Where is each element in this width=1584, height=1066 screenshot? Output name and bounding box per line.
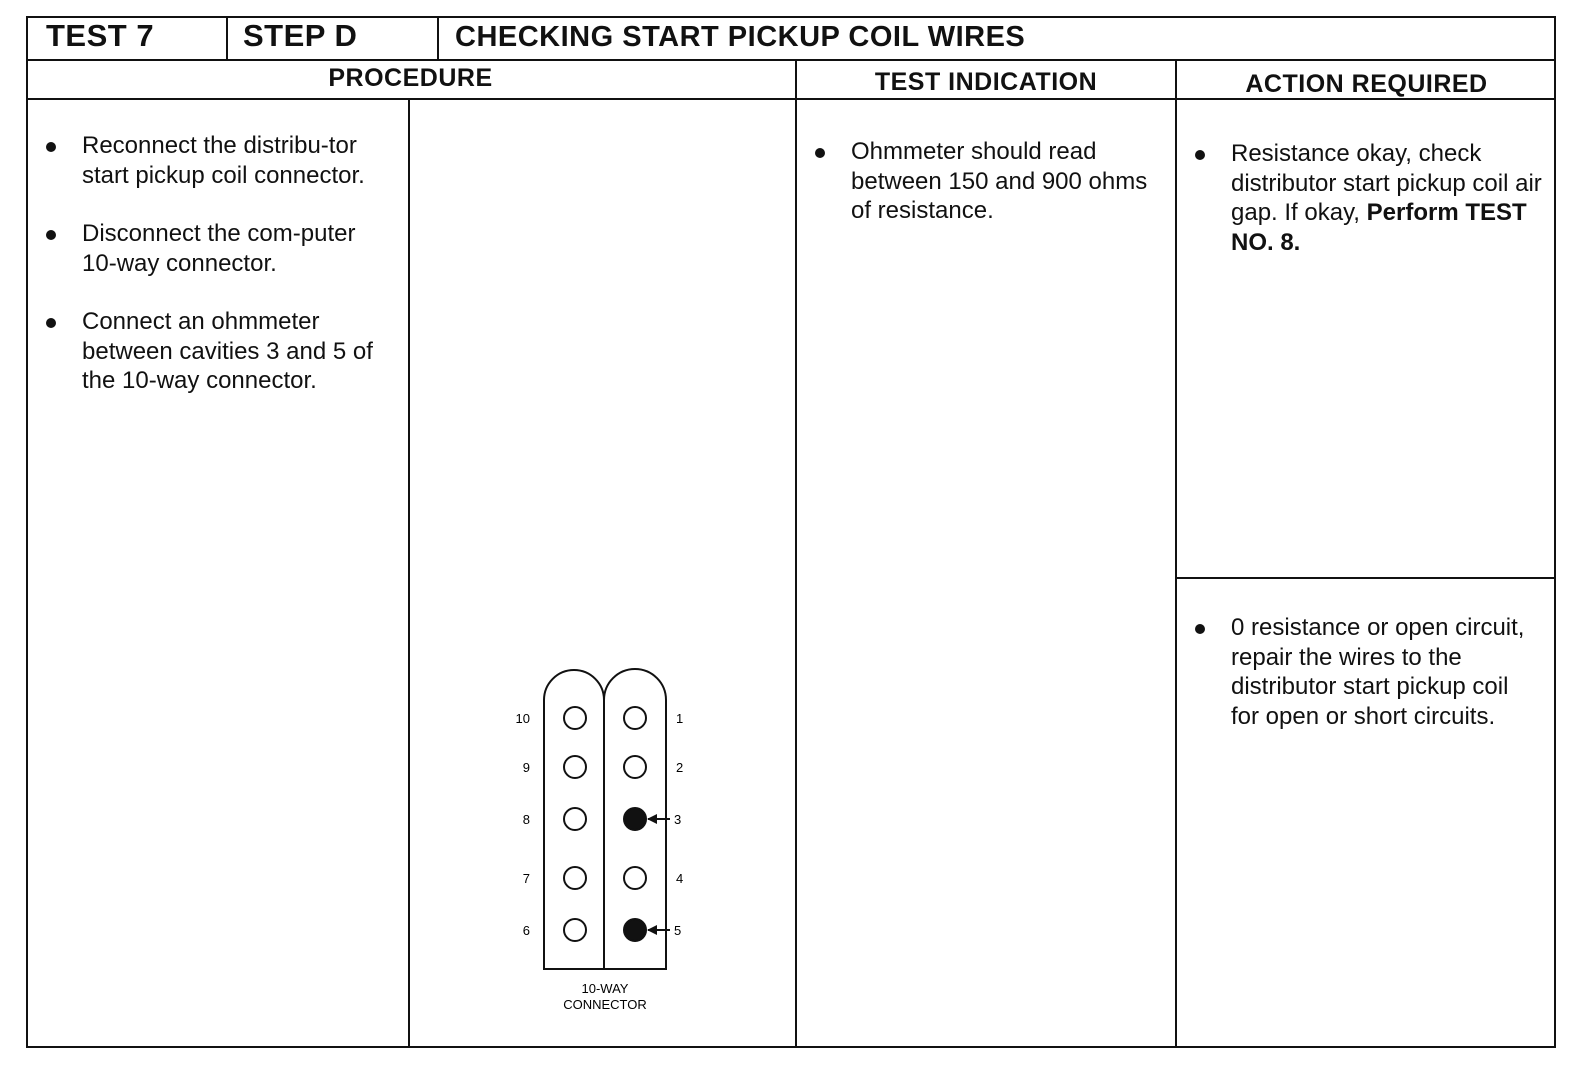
step-label: STEP D (243, 18, 358, 53)
action-required-header: ACTION REQUIRED (1245, 70, 1488, 98)
cavity-label-8: 8 (522, 812, 530, 827)
header-rule (26, 59, 1556, 61)
procedure-steps (44, 131, 394, 396)
column-divider-action (1175, 59, 1177, 1048)
cavity-label-4: 4 (676, 871, 684, 886)
cavity-10 (564, 707, 586, 729)
arrow-head-3 (647, 814, 657, 824)
header-divider-2 (437, 16, 439, 60)
test-indication-header: TEST INDICATION (874, 68, 1098, 96)
connector-caption-line2: CONNECTOR (563, 997, 647, 1012)
cavity-8 (564, 808, 586, 830)
action-okay-list (1193, 139, 1543, 257)
procedure-step: Disconnect the com-puter 10-way connector. (44, 219, 394, 278)
action-okay-item (1193, 139, 1543, 257)
cavity-9 (564, 756, 586, 778)
cavity-label-3: 3 (674, 812, 682, 827)
action-fail-item: 0 resistance or open circuit, repair the wires to the distributor start pickup coil for open or short circuits. (1193, 613, 1543, 731)
column-divider-indication (795, 59, 797, 1048)
cavity-7 (564, 867, 586, 889)
test-indication-item: Ohmmeter should read between 150 and 900 ohms of resistance. (813, 137, 1158, 226)
cavity-4 (624, 867, 646, 889)
cavity-6 (564, 919, 586, 941)
column-divider-procedure (408, 98, 410, 1048)
page-title: CHECKING START PICKUP COIL WIRES (455, 21, 1026, 53)
cavity-1 (624, 707, 646, 729)
cavity-label-5: 5 (674, 923, 682, 938)
connector-diagram (500, 650, 700, 1020)
cavity-label-1: 1 (676, 711, 684, 726)
connector-caption-line1: 10-WAY (581, 981, 629, 996)
test-indication-list (813, 137, 1158, 226)
cavity-label-9: 9 (522, 760, 530, 775)
procedure-step: Connect an ohmmeter between cavities 3 and 5 of the 10-way connector. (44, 307, 394, 396)
cavity-label-6: 6 (522, 923, 530, 938)
test-number: TEST 7 (46, 18, 155, 53)
header-divider-1 (226, 16, 228, 60)
action-fail-list (1193, 613, 1543, 731)
action-split-rule (1175, 577, 1556, 579)
action-okay-bold: Perform TEST NO. 8. (1231, 199, 1527, 256)
action-okay-text: Resistance okay, check distributor start pickup coil air gap. If okay, (1231, 140, 1542, 226)
cavity-label-2: 2 (676, 760, 684, 775)
procedure-step: Reconnect the distribu-tor start pickup coil connector. (44, 131, 394, 190)
cavity-label-7: 7 (522, 871, 530, 886)
cavity-5 (624, 919, 646, 941)
cavity-2 (624, 756, 646, 778)
cavity-label-10: 10 (515, 711, 530, 726)
arrow-head-5 (647, 925, 657, 935)
procedure-header: PROCEDURE (328, 64, 493, 92)
cavity-3 (624, 808, 646, 830)
